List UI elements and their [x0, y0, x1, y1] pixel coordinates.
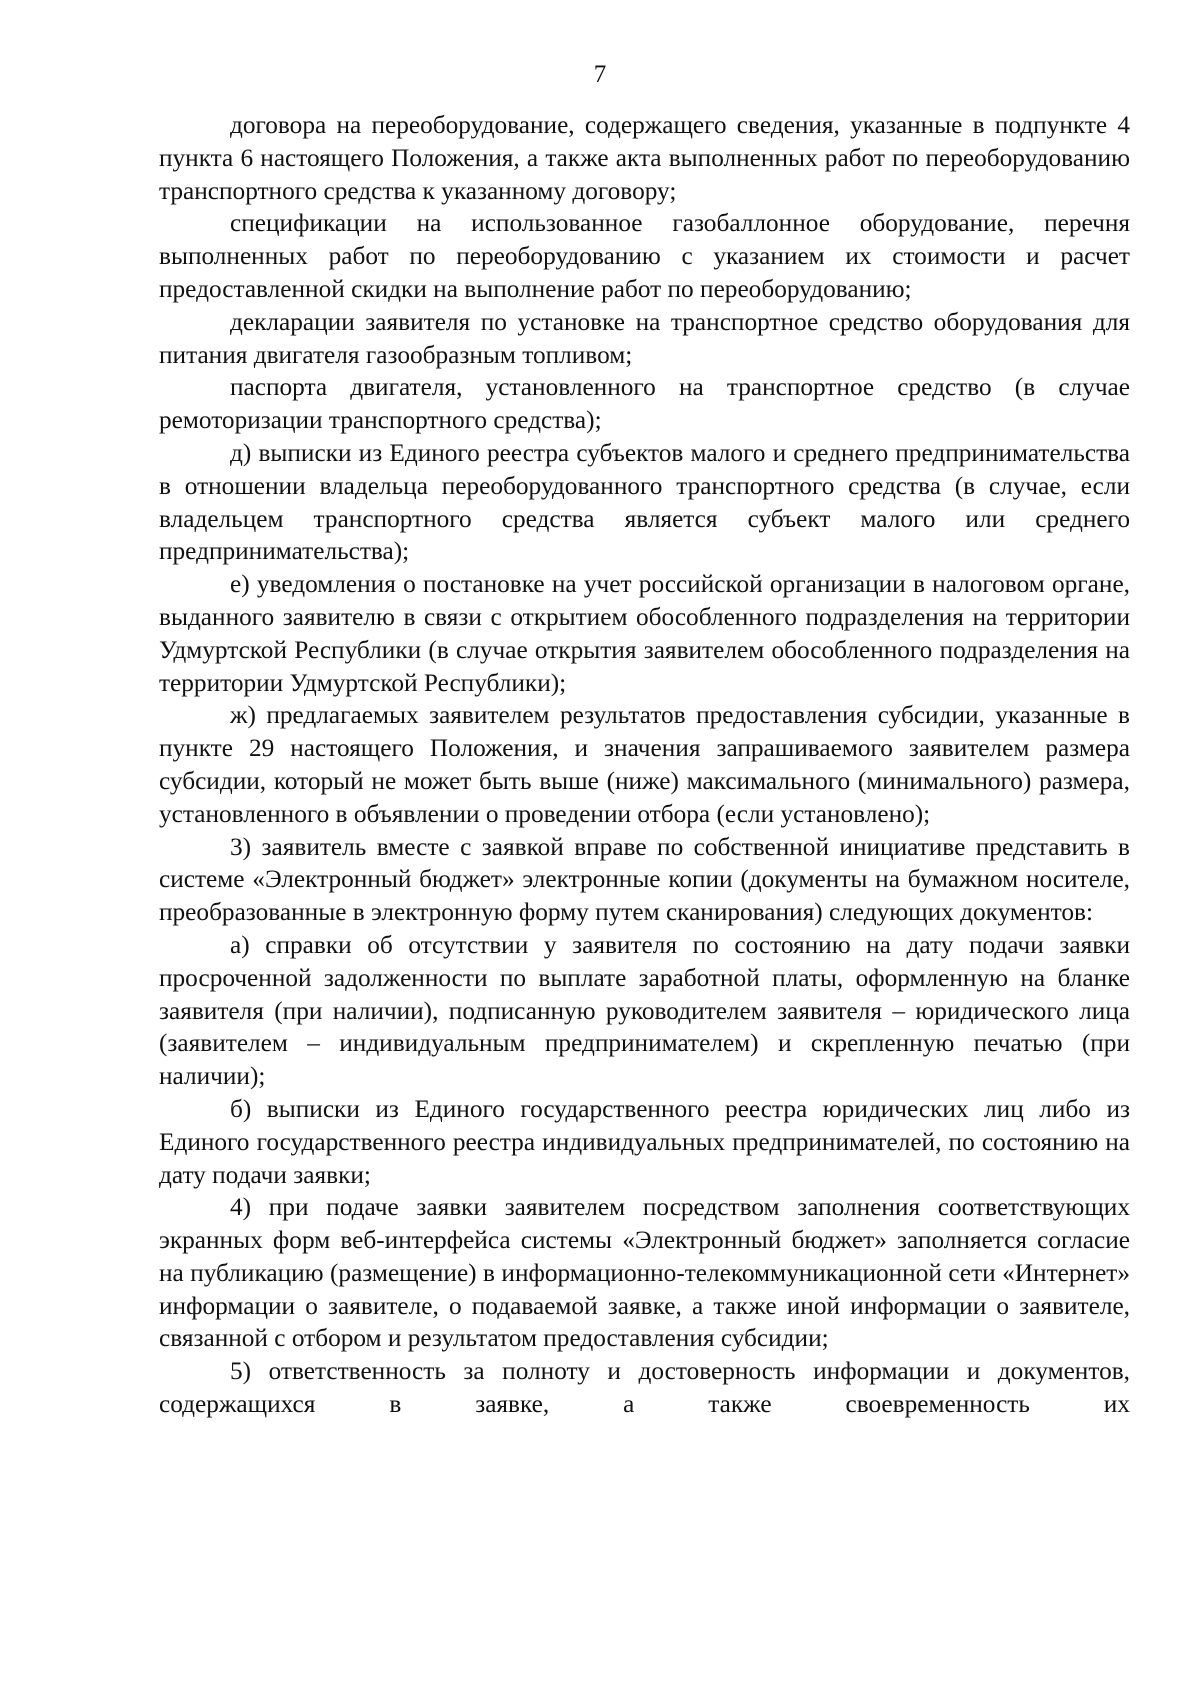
paragraph-declaration: декларации заявителя по установке на транспортное средство оборудования для питания двигателя газообразным топливом;: [159, 307, 1130, 369]
paragraph-item-d: д) выписки из Единого реестра субъектов малого и среднего предпринимательства в отношении владельца переоборудованного транспортного средства (в случае, если владельцем транспортного средства является субъект малого или среднего предпринимательства);: [159, 438, 1130, 566]
paragraph-contract: договора на переоборудование, содержащего сведения, указанные в подпункте 4 пункта 6 настоящего Положения, а также акта выполненных работ по переоборудованию транспортного средства к указанному договору;: [159, 111, 1130, 205]
paragraph-point-5: 5) ответственность за полноту и достоверность информации и документов, содержащихся в заявке, а также своевременность их: [159, 1357, 1130, 1419]
paragraph-engine-passport: паспорта двигателя, установленного на транспортное средство (в случае ремоторизации транспортного средства);: [159, 373, 1130, 435]
page-number: 7: [593, 61, 607, 88]
paragraph-item-b: б) выписки из Единого государственного реестра юридических лиц либо из Единого государственного реестра индивидуальных предпринимателей, по состоянию на дату подачи заявки;: [159, 1094, 1130, 1189]
paragraph-item-zh: ж) предлагаемых заявителем результатов предоставления субсидии, указанные в пункте 29 настоящего Положения, и значения запрашиваемого заявителем размера субсидии, который не может быть выше (ниже) максимального (минимального) размера, установленного в объявлении о проведении отбора (если установлено);: [159, 701, 1130, 828]
paragraph-item-a: а) справки об отсутствии у заявителя по состоянию на дату подачи заявки просроченной задолженности по выплате заработной платы, оформленную на бланке заявителя (при наличии), подписанную руководителем заявителя – юридического лица (заявителем – индивидуальным предпринимателем) и скрепленную печатью (при наличии);: [159, 930, 1130, 1091]
paragraph-item-e: е) уведомления о постановке на учет российской организации в налоговом органе, выданного заявителю в связи с открытием обособленного подразделения на территории Удмуртской Республики (в случае открытия заявителем обособленного подразделения на территории Удмуртской Республики);: [159, 570, 1130, 697]
paragraph-point-4: 4) при подаче заявки заявителем посредством заполнения соответствующих экранных форм веб-интерфейса системы «Электронный бюджет» заполняется согласие на публикацию (размещение) в информационно-телекоммуникационной сети «Интернет» информации о заявителе, о подаваемой заявке, а также иной информации о заявителе, связанной с отбором и результатом предоставления субсидии;: [159, 1193, 1130, 1353]
paragraph-specification: спецификации на использованное газобаллонное оборудование, перечня выполненных работ по переоборудованию с указанием их стоимости и расчет предоставленной скидки на выполнение работ по переоборудованию;: [159, 209, 1130, 303]
paragraph-point-3: 3) заявитель вместе с заявкой вправе по собственной инициативе представить в системе «Электронный бюджет» электронные копии (документы на бумажном носителе, преобразованные в электронную форму путем сканирования) следующих документов:: [159, 832, 1130, 927]
document-body: [159, 109, 1130, 1421]
